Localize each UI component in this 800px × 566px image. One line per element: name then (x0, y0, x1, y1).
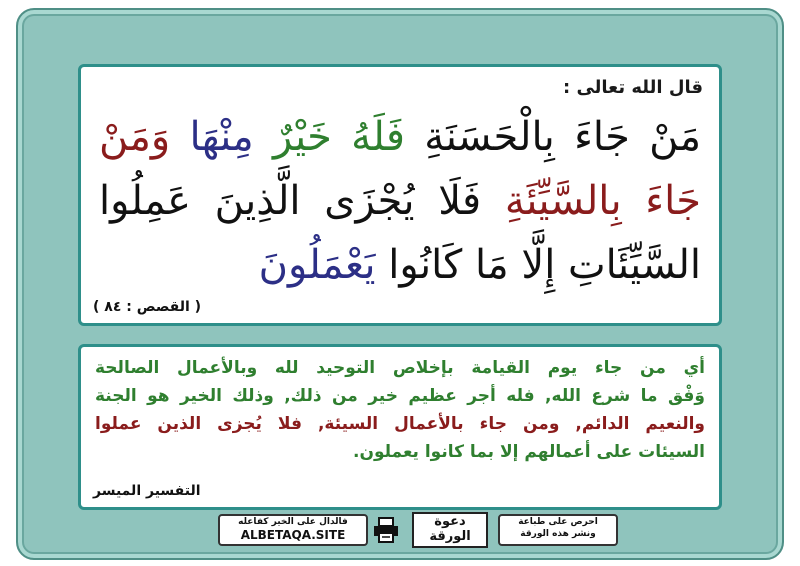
verse-intro: قال الله تعالى : (562, 77, 703, 98)
verse-line-1-part-3: مِنْهَا (189, 114, 254, 160)
tafsir-line-4: السيئات على أعمالهم إلا بما كانوا يعملون. (352, 442, 705, 462)
card-frame (16, 8, 784, 560)
verse-line-2 (99, 173, 701, 229)
tafsir-line-2-text: وَفْق ما شرع الله, فله أجر عظيم خير من ذلك, وذلك الخير هو الجنة (95, 386, 705, 406)
footer-site-link[interactable]: ALBETAQA.SITE (240, 528, 346, 542)
footer-left-caption: فالدال على الخير كفاعله (238, 517, 348, 527)
verse-line-1 (99, 109, 701, 165)
verse-line-3-part-1: السَّيِّئَاتِ إِلَّا مَا كَانُوا (388, 242, 701, 288)
verse-line-3-part-2: يَعْمَلُونَ (258, 242, 376, 288)
verse-reference: ( القصص : ٨٤ ) (93, 299, 202, 315)
tafsir-line-3: والنعيم الدائم, ومن جاء بالأعمال السيئة, فلا يُجزى الذين عملوا (95, 414, 705, 434)
verse-line-2-part-1: جَاءَ بِالسَّيِّئَةِ (504, 178, 701, 224)
verse-line-2-part-2: فَلَا يُجْزَى الَّذِينَ عَمِلُوا (99, 178, 482, 224)
brand-logo: دعوة الورقة (412, 512, 488, 548)
footer-right-caption-2: ونشر هذه الورقة (520, 529, 596, 539)
verse-line-1-part-4: وَمَنْ (99, 114, 171, 160)
verse-panel (78, 64, 722, 326)
printer-icon (372, 516, 400, 544)
tafsir-source: التفسير الميسر (93, 483, 201, 499)
footer-share-box (498, 514, 618, 546)
footer-site-box[interactable] (218, 514, 368, 546)
verse-line-1-part-1: مَنْ جَاءَ بِالْحَسَنَةِ (424, 114, 701, 160)
verse-line-3 (258, 237, 701, 293)
tafsir-line-2 (95, 383, 705, 409)
footer-right-caption-1: احرص على طباعة (518, 517, 598, 527)
tafsir-panel (78, 344, 722, 510)
footer-bar (218, 510, 618, 550)
verse-line-1-part-2: فَلَهُ خَيْرٌ (272, 114, 405, 160)
tafsir-line-1: أي من جاء يوم القيامة بإخلاص التوحيد لله وبالأعمال الصالحة (95, 358, 705, 378)
